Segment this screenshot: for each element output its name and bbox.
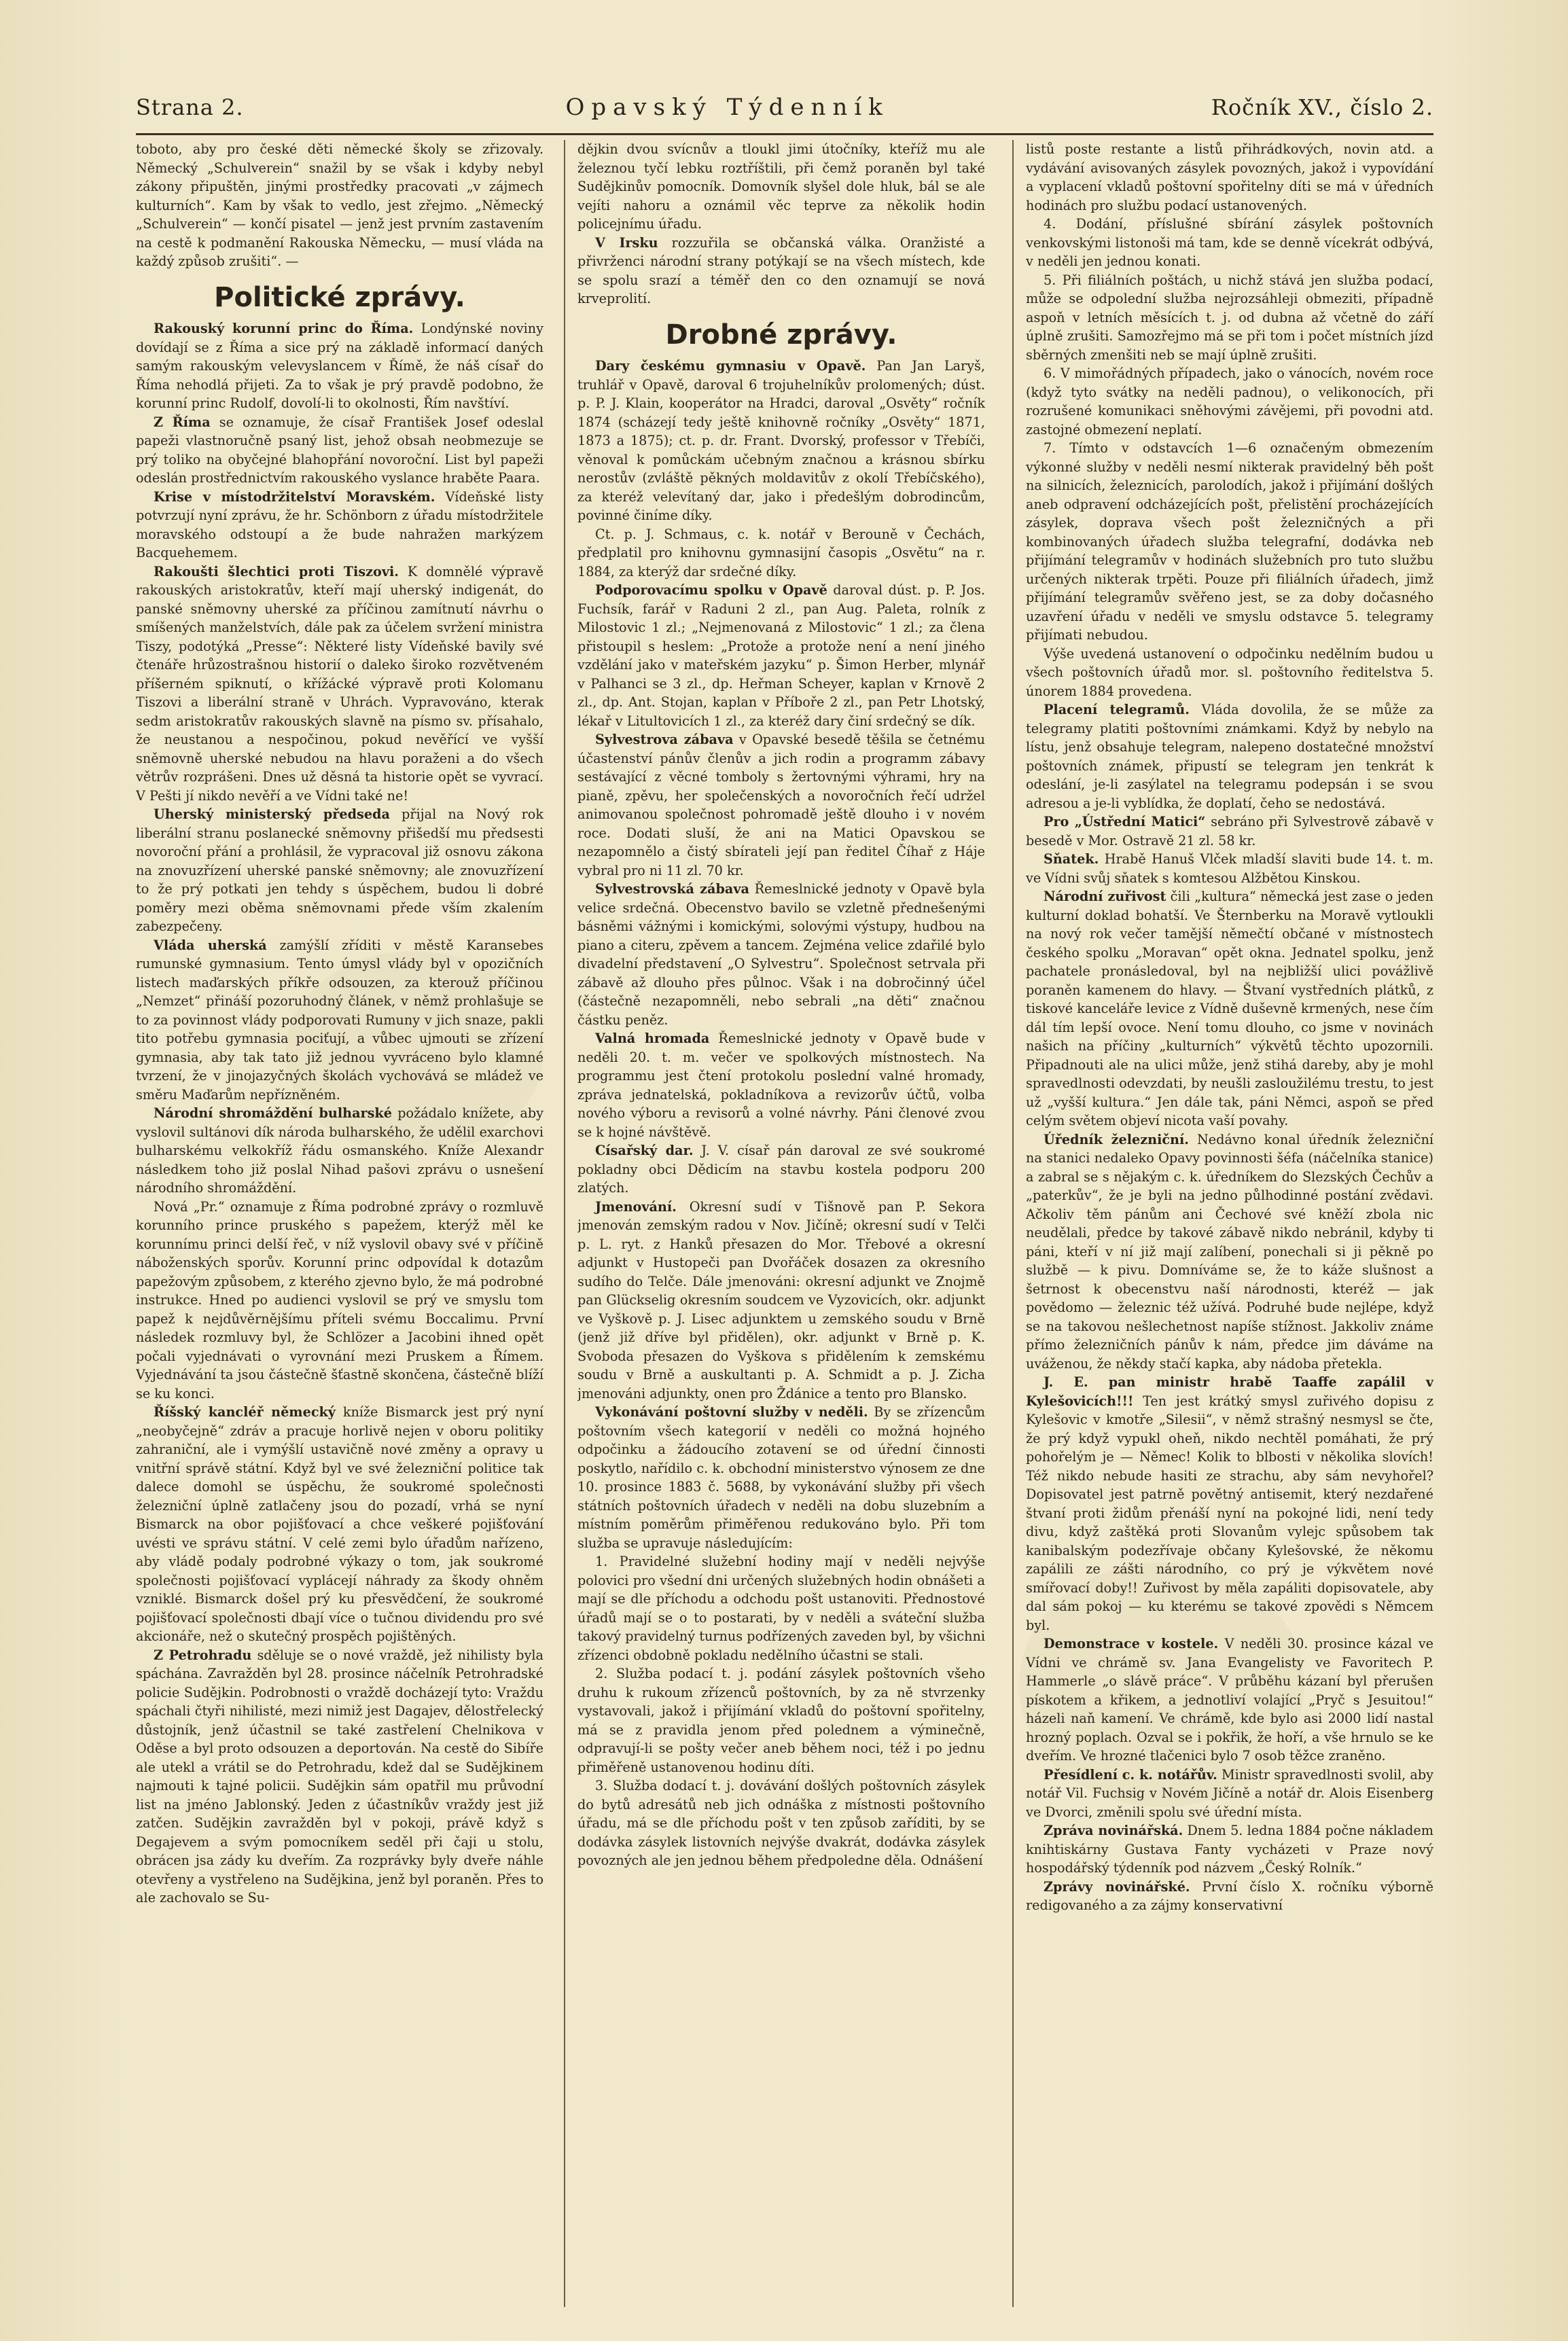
news-item [577,880,985,1029]
news-item-text: Okresní sudí v Tišnově pan P. Sekora jmenován zemským radou v Nov. Jičíně; okresní sudí v Telči p. L. ryt. z Hanků přesazen do Mor. Třebové a okresní adjunkt v Hustopeči pan Dvořáček dosazen za okresního sudího do Telče. Dále jmenováni: okresní adjunkt ve Znojmě pan Glückselig okresním soudcem ve Vyzovicích, okr. adjunkt ve Vyškově p. J. Lisec adjunktem u zemského soudu v Brně (jenž již dříve byl přidělen), okr. adjunkt v Brně p. K. Svoboda přesazen do Vyškova s přidělením k zemskému soudu v Brně a auskultanti p. A. Schmidt a p. J. Zicha jmenováni adjunkty, onen pro Ždánice a tento pro Blansko. [577,1198,985,1401]
news-item [577,1198,985,1404]
page-number: Strana 2. [136,94,244,120]
news-item [577,730,985,880]
news-item-headline: Rakouský korunní princ do Říma. [154,321,414,336]
news-item [1026,1878,1433,1915]
news-item-text: Dnem 5. ledna 1884 počne nákladem knihtiskárny Gustava Fanty vycházeti v Praze nový hospodářský týdenník pod názvem „Český Rolník.“ [1026,1823,1433,1876]
news-item [577,581,985,730]
news-item-headline: Krise v místodržitelství Moravském. [154,488,435,505]
news-item-headline: Sylvestrovská zábava [595,881,749,897]
postal-rules-list [1026,215,1433,700]
news-item [577,357,985,525]
news-item-text: 3. Služba dodací t. j. dovávání došlých poštovních zásylek do bytů adresátů neb jich odnáška z místnosti poštovního úřadu, má se dle příchodu pošt v ten způsob zaříditi, by se dodávka zásylek listovních nejvýše dvakrát, dodávka zásylek povozných ale jen jednou během předpoledne děla. Odnášení [577,1778,985,1868]
news-item-headline: Podporovacímu spolku v Opavě [595,582,827,598]
news-item [136,1104,544,1198]
numbered-paragraph: 7. Tímto v odstavcích 1—6 označeným obmezením výkonné služby v neděli nesmí nikterak pravidelný běh pošt na silnicích, železnicích, parolodích, jakož i přijímání došlých aneb odpravení odcházejících pošt, přelistění procházejících zásylek, doprava všech pošt železničných a při kombinovaných úřadech služba telegrafní, dodávka neb přijímání telegramův v hodinách služebních pro tuto službu určených nikterak trpěti. Pouze při filiálních úřadech, jimž přijímání telegramův svěřeno jest, se za doby dočasného uzavření úřadu v neděli ve smyslu odstavce 5. telegramy přijímati nebudou. [1026,440,1433,643]
news-item-ireland [577,234,985,308]
news-item-headline: Národní shromáždění bulharské [154,1105,392,1121]
news-item-headline: Vláda uherská [154,937,267,953]
news-item [1026,1634,1433,1766]
continued-paragraph: listů poste restante a listů přihrádkových, novin atd. a vydávání avisovaných zásylek povozných, jakož i vypovídání a vyplacení vkladů poštovní spořitelny díti se má v úředních hodinách pro službu podací ustanovených. [1026,141,1433,213]
news-item-headline: J. E. pan ministr hrabě Taaffe zapálil v Kylešovicích!!! [1026,1374,1433,1409]
news-item [577,1029,985,1141]
news-item-text: Ten jest krátký smysl zuřivého dopisu z Kylešovic v kmotře „Silesii“, v němž strašný nesmysl se čte, že prý když vypukl oheň, nikdo nechtěl pomáhati, že prý pohořelým je — Němec! Kolik to blbosti v několika slovích! Též nikdo nebude hasiti ze strachu, aby sám nevyhořel? Dopisovatel jest patrně povětný antisemit, který nezdařené štvaní proti židům přenáší nyní na pokojné lidi, není tedy divu, když zaštěká proti Slovanům vylejc spůsobem tak kanibalským podezřívaje občany Kylešovské, že někomu zapálili ze zášti národního, co prý je výkvětem nové smířovací doby!! Zuřivost by měla zapáliti dopisovatele, aby dal sám pokoj — ku kterému se takové zpovědi s Němcem byl. [1026,1393,1433,1633]
news-item [577,1776,985,1870]
news-item [136,1198,544,1404]
news-item [577,1141,985,1198]
news-item-headline: Rakoušti šlechtici proti Tiszovi. [154,563,399,579]
header-rule [136,133,1433,135]
news-item-headline: Sňatek. [1044,851,1099,867]
news-item-headline: Zprávy novinářské. [1044,1878,1190,1895]
news-item [1026,700,1433,812]
news-item-text: sebráno při Sylvestrově zábavě v besedě v Mor. Ostravě 21 zl. 58 kr. [1026,814,1433,848]
news-item-headline: Císařský dar. [595,1143,694,1158]
continued-paragraph: toboto, aby pro české děti německé školy se zřizovaly. Německý „Schulverein“ snažil by se však i kdyby nebyl zákony připuštěn, jinými prostředky pracovati „v zájmech kulturních“. Kam by však to vedlo, jest zřejmo. „Německý „Schulverein“ — končí pisatel — jenž jest prvním zastavením na cestě k podmanění Rakouska Německu, — musí vláda na každý způsob zrušiti“. — [136,141,544,269]
news-item [136,319,544,413]
news-item-text: zamýšlí zříditi v městě Karansebes rumunské gymnasium. Tento úmysl vlády byl v opozičních listech maďarských příkře odsouzen, za kterouž příčinou „Nemzet“ přináší pozoruhodný článek, v němž prohlašuje se to za povinnost vlády podporovati Rumuny v jich snaze, pakli tito potřebu gymnasia pociťují, a vůbec ujmouti se zřízení gymnasia, aby tak tato již jednou vyvráceno bylo klamné tvrzení, že v jinojazyčných školách vychovává se mládež ve směru Maďarům nepřízněném. [136,937,544,1103]
numbered-paragraph: 4. Dodání, příslušné sbírání zásylek poštovních venkovskými listonoši má tam, kde se denně vícekrát odbývá, v neděli jen jednou konati. [1026,216,1433,269]
numbered-paragraph: 6. V mimořádných případech, jako o vánocích, novém roce (když tyto svátky na neděli padnou), o velikonocích, při rozrušené komunikaci sněhovými závějemi, při povodni atd. zastojné obmezení neplatí. [1026,365,1433,437]
news-item-headline: V Irsku [595,234,658,251]
news-item [136,413,544,488]
numbered-paragraph: Výše uvedená ustanovení o odpočinku nedělním budou u všech poštovních úřadů mor. sl. poštovního ředitelstva 5. únorem 1884 provedena. [1026,645,1433,699]
news-item-text: 2. Služba podací t. j. podání zásylek poštovních všeho druhu k rukoum zřízenců poštovních, by za ně stvrzenky vystavovali, jakož i přijímání vkladů do poštovní spořitelny, má se z pravidla jenom před polednem a výminečně, odpravují-li se pošty večer aneb během noci, též i po jednu přiměřeně ustanovenou hodinu díti. [577,1666,985,1775]
news-item-text: daroval dúst. p. P. Jos. Fuchsík, farář v Raduni 2 zl., pan Aug. Paleta, rolník z Milostovic 1 zl.; „Nejmenovaná z Milostovic“ 1 zl.; za člena přistoupil s heslem: „Protože a protože není a není jiného vzdělání jako v mateřském jazyku“ p. Šimon Herber, mlynář v Palhanci se 3 zl., dp. Heřman Scheyer, kaplan v Krnově 2 zl., dp. Ant. Stojan, kaplan v Příboře 2 zl., pan Petr Lhotský, lékař v Litultovicích 1 zl., za kteréž dary činí srdečný se dík. [577,582,985,729]
news-item-text: Pan Jan Laryš, truhlář v Opavě, daroval 6 trojuhelníkův prolomených; dúst. p. P. J. Klain, kooperátor na Hradci, daroval „Osvěty“ ročník 1874 (scházejí tedy ještě knihovně ročníky „Osvěty“ 1871, 1873 a 1875); ct. p. dr. Frant. Dvorský, professor v Třebíči, věnoval k pomůckám učebným značnou a krásnou sbírku nerostův (zvláště pěkných moldavitův z okolí Třebíčského), za kteréž velevítaný dar, jako i předešlým dobrodincům, povinné činíme díky. [577,358,985,523]
news-item-text: se oznamuje, že císař František Josef odeslal papeži vlastnoručně psaný list, jehož obsah neobmezuje se prý toliko na obyčejné blahopřání novoroční. List byl papeži odeslán prostřednictvím rakouského vyslance hraběte Paara. [136,414,544,486]
news-item-headline: Z Petrohradu [154,1647,252,1663]
news-item-text: V neděli 30. prosince kázal ve Vídni ve chrámě sv. Jana Evangelisty ve Favoritech P. Hammerle „o slávě práce“. V průběhu kázaní byl přerušen pískotem a křikem, a jednotliví volající „Pryč s Jesuitou!“ házeli naň kamení. Ve chrámě, kde bylo asi 2000 lidí nastal hrozný poplach. Ozval se i pokřik, že hoří, a vše hrnulo se ke dveřím. Ve hrozné tlačenici bylo 7 osob těžce zraněno. [1026,1636,1433,1764]
news-item-text: První číslo X. ročníku výborně redigovaného a za zájmy konservativní [1026,1878,1433,1913]
news-item-headline: Sylvestrova zábava [595,732,734,747]
news-item-headline: Říšský kancléř německý [154,1404,336,1420]
news-item-text: K domnělé výpravě rakouských aristokratův, kteří mají uherský indigenát, do panské sněmovny uherské za příčinou zamítnutí návrhu o smíšených manželstvích, dále pak za účelem svržení ministra Tiszy, podotýká „Presse“: Některé listy Vídeňské bavily své čtenáře hrůzostrašnou historií o daleko široko rozvětveném příšerném spiknutí, o křížácké výpravě proti Kolomanu Tiszovi a liberální straně v Uhrách. Vypravováno, kterak sedm aristokratův rakouských slavně na písmo sv. přísahalo, že neustanou a nespočinou, pokud nevěřící ve vyšší sněmovně uherské nebudou na hlavu poraženi a do všech větrův rozprášeni. Dnes už děsná ta historie opět se vyvrací. V Pešti jí nikdo nevěří a ve Vídni také ne! [136,563,544,804]
news-item-headline: Uherský ministerský předseda [154,806,390,822]
news-item [1026,887,1433,1130]
short-news-list [577,357,985,1870]
news-item [1026,1766,1433,1822]
column-1 [136,140,544,2307]
news-item-text: By se zřízencům poštovním všech kategorií v neděli co možná hojného odpočinku a žádoucího zotavení se od úřední činnosti poskytlo, nařídilo c. k. obchodní ministerstvo výnosem ze dne 10. prosince 1883 č. 5688, by vykonávání služby při všech státních poštovních úřadech v neděli na dobu sluzebním a místním poměrům přiměřenou redukováno bylo. Při tom služba se upravuje následujícím: [577,1404,985,1551]
newspaper-title: Opavský Týdenník [565,94,889,121]
news-item-headline: Placení telegramů. [1044,702,1190,717]
political-news-list [136,319,544,1908]
news-item-text: čili „kultura“ německá jest zase o jeden kulturní doklad bohatší. Ve Šternberku na Moravě vytloukli na nový rok večer tamější němečtí občané v místnostech českého spolku „Moravan“ opět okna. Jednatel spolku, jenž pachatele pronásledoval, byl na nejbližší ulici povážlivě poraněn kamenem do hlavy. — Štvaní vystředních plátků, z tiskové kanceláře levice z Vídně duševně krmených, nese čím dál tím lepší ovoce. Není tomu dlouho, co jsme v novinách našich na příčiny „kulturních“ výkvětů těchto upozornili. Připadnouti ale na ulici může, jenž stihá dareby, aby je mohl spravedlnosti odevzdati, by neušli zasloužilému trestu, to jest už „vyšší kultura.“ Jen dále tak, páni Němci, aspoň se před celým světem objeví nicota vaší povahy. [1026,889,1433,1128]
news-item-text: kníže Bismarck jest prý nyní „neobyčejně“ zdráv a pracuje horlivě nejen v oboru politiky zahraniční, ale i vymýšlí ustavičně nové změny a opravy u vnitřní správě státní. Když byl ve své železniční politice tak dalece domohl se úspěchu, že soukromé společnosti železniční úplně zatlačeny jsou do pozadí, vrhá se nyní Bismarck na obor pojišťovací a chce veškeré pojišťování uvésti ve správu státní. V celé zemi bylo úřadům nařízeno, aby vládě podaly podrobné výkazy o tom, jak soukromé společnosti pojišťovací vyplácejí náhrady za škody ohněm vzniklé. Bismarck došel prý ku přesvědčení, že soukromé pojišťovací společnosti dbají více o tučnou dividendu pro své akcionáře, než o skutečný prospěch pojištěných. [136,1404,544,1644]
news-item [1026,1821,1433,1878]
news-item-headline: Přesídlení c. k. notářův. [1044,1766,1217,1783]
news-item [136,488,544,562]
news-item-text: přijal na Nový rok liberální stranu poslanecké sněmovny přišedší mu předsesti novoroční přání a prohlásil, že vypracoval již osnovu zákona na znovuzřízení uherské panské sněmovny; ale znovuzřízení to že prý potkati jen tehdy s úspěchem, budou li dobré poměry mezi oběma sněmovnami přede vším zkalením zabezpečeny. [136,806,544,934]
news-item-headline: Valná hromada [595,1031,710,1046]
news-item-headline: Jmenování. [595,1198,677,1215]
section-heading-political: Politické zprávy. [214,281,465,313]
news-item-text: Řemeslnické jednoty v Opavě byla velice srdečná. Obecenstvo bavilo se vzletně přednešenými básněmi vážnými i komickými, solovými výstupy, hudbou na piano a citeru, zpěvem a tancem. Zejména velice zdařilé bylo divadelní představení „O Sylvestru“. Společnost setrvala při zábavě až dlouho přes půlnoc. Však i na dobročinný účel (částečně nezapomněli, nebo sebrali „na děti“ značnou částku peněz. [577,881,985,1028]
news-item [1026,850,1433,887]
news-item-headline: Vykonávání poštovní služby v neděli. [595,1404,868,1420]
news-item-text: požádalo knížete, aby vyslovil sultánovi dík národa bulharského, že udělil exarchovi bulharskému velkokříž řádu osmanského. Kníže Alexandr následkem toho již poslal Nihad pašovi zprávu o usnešení národního shromáždění. [136,1105,544,1196]
news-item [136,1403,544,1646]
news-item-headline: Pro „Ústřední Matici“ [1044,814,1206,829]
news-item [577,525,985,582]
news-item-text: Ct. p. J. Schmaus, c. k. notář v Berouně v Čechách, předplatil pro knihovnu gymnasijní časopis „Osvětu“ na r. 1884, za kterýž dar srdečné díky. [577,526,985,579]
news-item-headline: Národní zuřivost [1044,889,1166,904]
numbered-paragraph: 5. Při filiálních poštách, u nichž stává jen služba podací, může se odpolední služba nejrozsáhleji obmeziti, případně aspoň v letních měsících t. j. od dubna až včetně do září úplně zrušiti. Samozřejmo má se při tom i počet místních jízd sběrných zmenšiti neb se mají úplně zrušiti. [1026,272,1433,363]
column-divider [1012,140,1014,2307]
column-2 [577,140,985,2307]
news-item-headline: Zpráva novinářská. [1044,1823,1183,1838]
column-divider [564,140,565,2307]
news-item [136,562,544,806]
continued-paragraph: dějkin dvou svícnův a tloukl jimi útočníky, kteříž mu ale železnou tyčí lebku roztříštili, při čemž poraněn byl také Sudějkinův pomocník. Domovník slyšel dole hluk, bál se ale vejíti nahoru a oznámil věc teprve za několik hodin policejnímu úřadu. [577,141,985,232]
news-item-text: Ministr spravedlnosti svolil, aby notář Vil. Fuchsig v Novém Jičíně a notář dr. Alois Eisenberg ve Dvorci, změnili spolu své úřední místa. [1026,1766,1433,1820]
news-item [577,1664,985,1776]
news-item [577,1552,985,1664]
news-item-headline: Z Říma [154,414,211,430]
news-item-headline: Úředník železniční. [1044,1131,1189,1147]
news-item-text: Vláda dovolila, že se může za telegramy platiti poštovními známkami. Když by nebylo na lístu, jenž obsahuje telegram, nalepeno dostatečné množství poštovních známek, připustí se telegram jen tenkrát k odeslání, je-li zasýlatel na telegramu podepsán i se svou adresou a je-li vyblídka, že doplatí, čeho se nedostává. [1026,702,1433,811]
news-item [577,1403,985,1552]
page-header [136,87,1433,128]
volume-issue: Ročník XV., číslo 2. [1211,94,1433,120]
news-item-headline: Demonstrace v kostele. [1044,1636,1219,1651]
news-item-text: 1. Pravidelné služební hodiny mají v neděli nejvýše polovici pro všední dni určených služebných hodin obnášeti a mají se dle příchodu a odchodu pošt ustanoviti. Přednostové úřadů mají se o to postarati, by v neděli a sváteční služba takový pravidelný turnus podřízených zaveden byl, by všichni zřízenci obdobně pokladu nedělního účastni se stali. [577,1554,985,1663]
news-item-text: Vídeňské listy potvrzují nyní zprávu, že hr. Schönborn z úřadu místodržitele moravského odstoupí a že bude nahražen markýzem Bacquehemem. [136,488,544,560]
news-item-text: Hrabě Hanuš Vlček mladší slaviti bude 14. t. m. ve Vídni svůj sňatek s komtesou Alžbětou Kinskou. [1026,851,1433,886]
column-3 [1026,140,1433,2307]
news-item-text: Řemeslnické jednoty v Opavě bude v neděli 20. t. m. večer ve spolkových místnostech. Na programmu jest čtení protokolu poslední valné hromady, zpráva jednatelská, pokladníkova a revizorův účtů, volba nového výboru a revisorů a volné návrhy. Páni členové zvou se k hojné návštěvě. [577,1031,985,1140]
news-item-text: Londýnské noviny dovídají se z Říma a sice prý na základě informací daných samým rakouským velevyslancem v Římě, že náš císař do Říma nehodlá přijeti. Za to však je prý pravdě podobno, že korunní princ Rudolf, dovolí-li to okolnosti, Řím navštíví. [136,321,544,411]
news-item [1026,1130,1433,1374]
news-item-headline: Dary českému gymnasiu v Opavě. [595,358,866,374]
news-item-text: sděluje se o nové vraždě, jež nihilisty byla spáchána. Zavražděn byl 28. prosince náčelník Petrohradské policie Sudějkin. Podrobnosti o vraždě docházejí tyto: Vraždu spáchali čtyři nihilisté, mezi nimiž jest Dagajev, dělostřelecký důstojník, jenž účastnil se také zastřelení Chelnikova v Oděse a byl proto odsouzen a deportován. Na cestě do Sibíře ale utekl a vrátil se do Petrohradu, kdež dal se Sudějkinem najmouti k tajné policii. Sudějkin sám opatřil mu průvodní list na jméno Jablonský. Jeden z účastníkův vraždy jest již zatčen. Sudějkin zavražděn byl v pokoji, právě když s Degajevem a svým pomocníkem seděl při čaji u stolu, obrácen jsa zády ku dveřím. Za rozprávky byly dveře náhle otevřeny a vystřeleno na Sudějkina, jenž byl poraněn. Přes to ale zachovalo se Su- [136,1647,544,1906]
section-heading-short-news: Drobné zprávy. [665,319,897,351]
news-item [1026,1373,1433,1634]
news-item-text: rozzuřila se občanská válka. Oranžisté a přivrženci národní strany potýkají se na všech místech, kde se spolu srazí a téměř den co den oznamují se nová krveprolití. [577,234,985,306]
news-item-text: J. V. císař pán daroval ze své soukromé pokladny obci Dědicím na stavbu kostela podporu 200 zlatých. [577,1143,985,1196]
short-news-list-continued [1026,700,1433,1915]
news-item [136,1646,544,1908]
news-item-text: v Opavské besedě těšila se četnému účastenství pánův členův a jich rodin a programm zábavy sestávající z věcné tomboly s žertovnými výhrami, hry na pianě, zpěvu, her společenských a novoročních řečí udržel animovanou společnost pohromadě ještě dlouho i v novém roce. Dodati sluší, že ani na Matici Opavskou se nezapomnělo a čistý sbírateli její pan ředitel Číhař z Háje vybral pro ni 11 zl. 70 kr. [577,732,985,878]
news-item [136,936,544,1105]
news-item-text: Nová „Pr.“ oznamuje z Říma podrobné zprávy o rozmluvě korunního prince pruského s papežem, kterýž měl ke korunnímu princi delší řeč, v níž vyslovil obavy své v příčině náboženských sporův. Korunní princ odpovídal k dotazům papežovým způsobem, z kterého zjevno bylo, že má podrobné instrukce. Hned po audienci vyslovil se prý ve smyslu tom papež k nejdůvěrnějšímu příteli svému Boccalimu. První následek rozmluvy byl, že Schlözer a Jacobini ihned opět počali vyjednávati o vyrovnání mezi Pruskem a Římem. Vyjednávání ta jsou částečně šťastně skončena, částečně blíží se ku konci. [136,1198,544,1401]
news-item-text: Nedávno konal úředník železniční na stanici nedaleko Opavy povinnosti šéfa (náčelníka stanice) a zabral se s nějakým c. k. úředníkem do Slezských Čechův a „paterkův“, že je byli na jedno půlhodinné postání zvědavi. Ačkoliv těm pánům ani Čechové své kněží zbola nic neudělali, předce by takové zábavě nikdo nebránil, kdyby ti páni, kteří v ní již mají zalíbení, ponechali si ji pěkně po službě — k pivu. Domníváme se, že to káže slušnost a šetrnost k obecenstvu naší národnosti, kteréž — jak povědomo — železnic též užívá. Podruhé bude nejlépe, když se na takovou nešlechetnost napíše stížnost. Jakkoliv známe přímo železničních pánův k nám, předce jim dáváme na uváženou, že někdy stačí kapka, aby nádoba přetekla. [1026,1131,1433,1372]
news-item [1026,812,1433,850]
news-item [136,805,544,936]
